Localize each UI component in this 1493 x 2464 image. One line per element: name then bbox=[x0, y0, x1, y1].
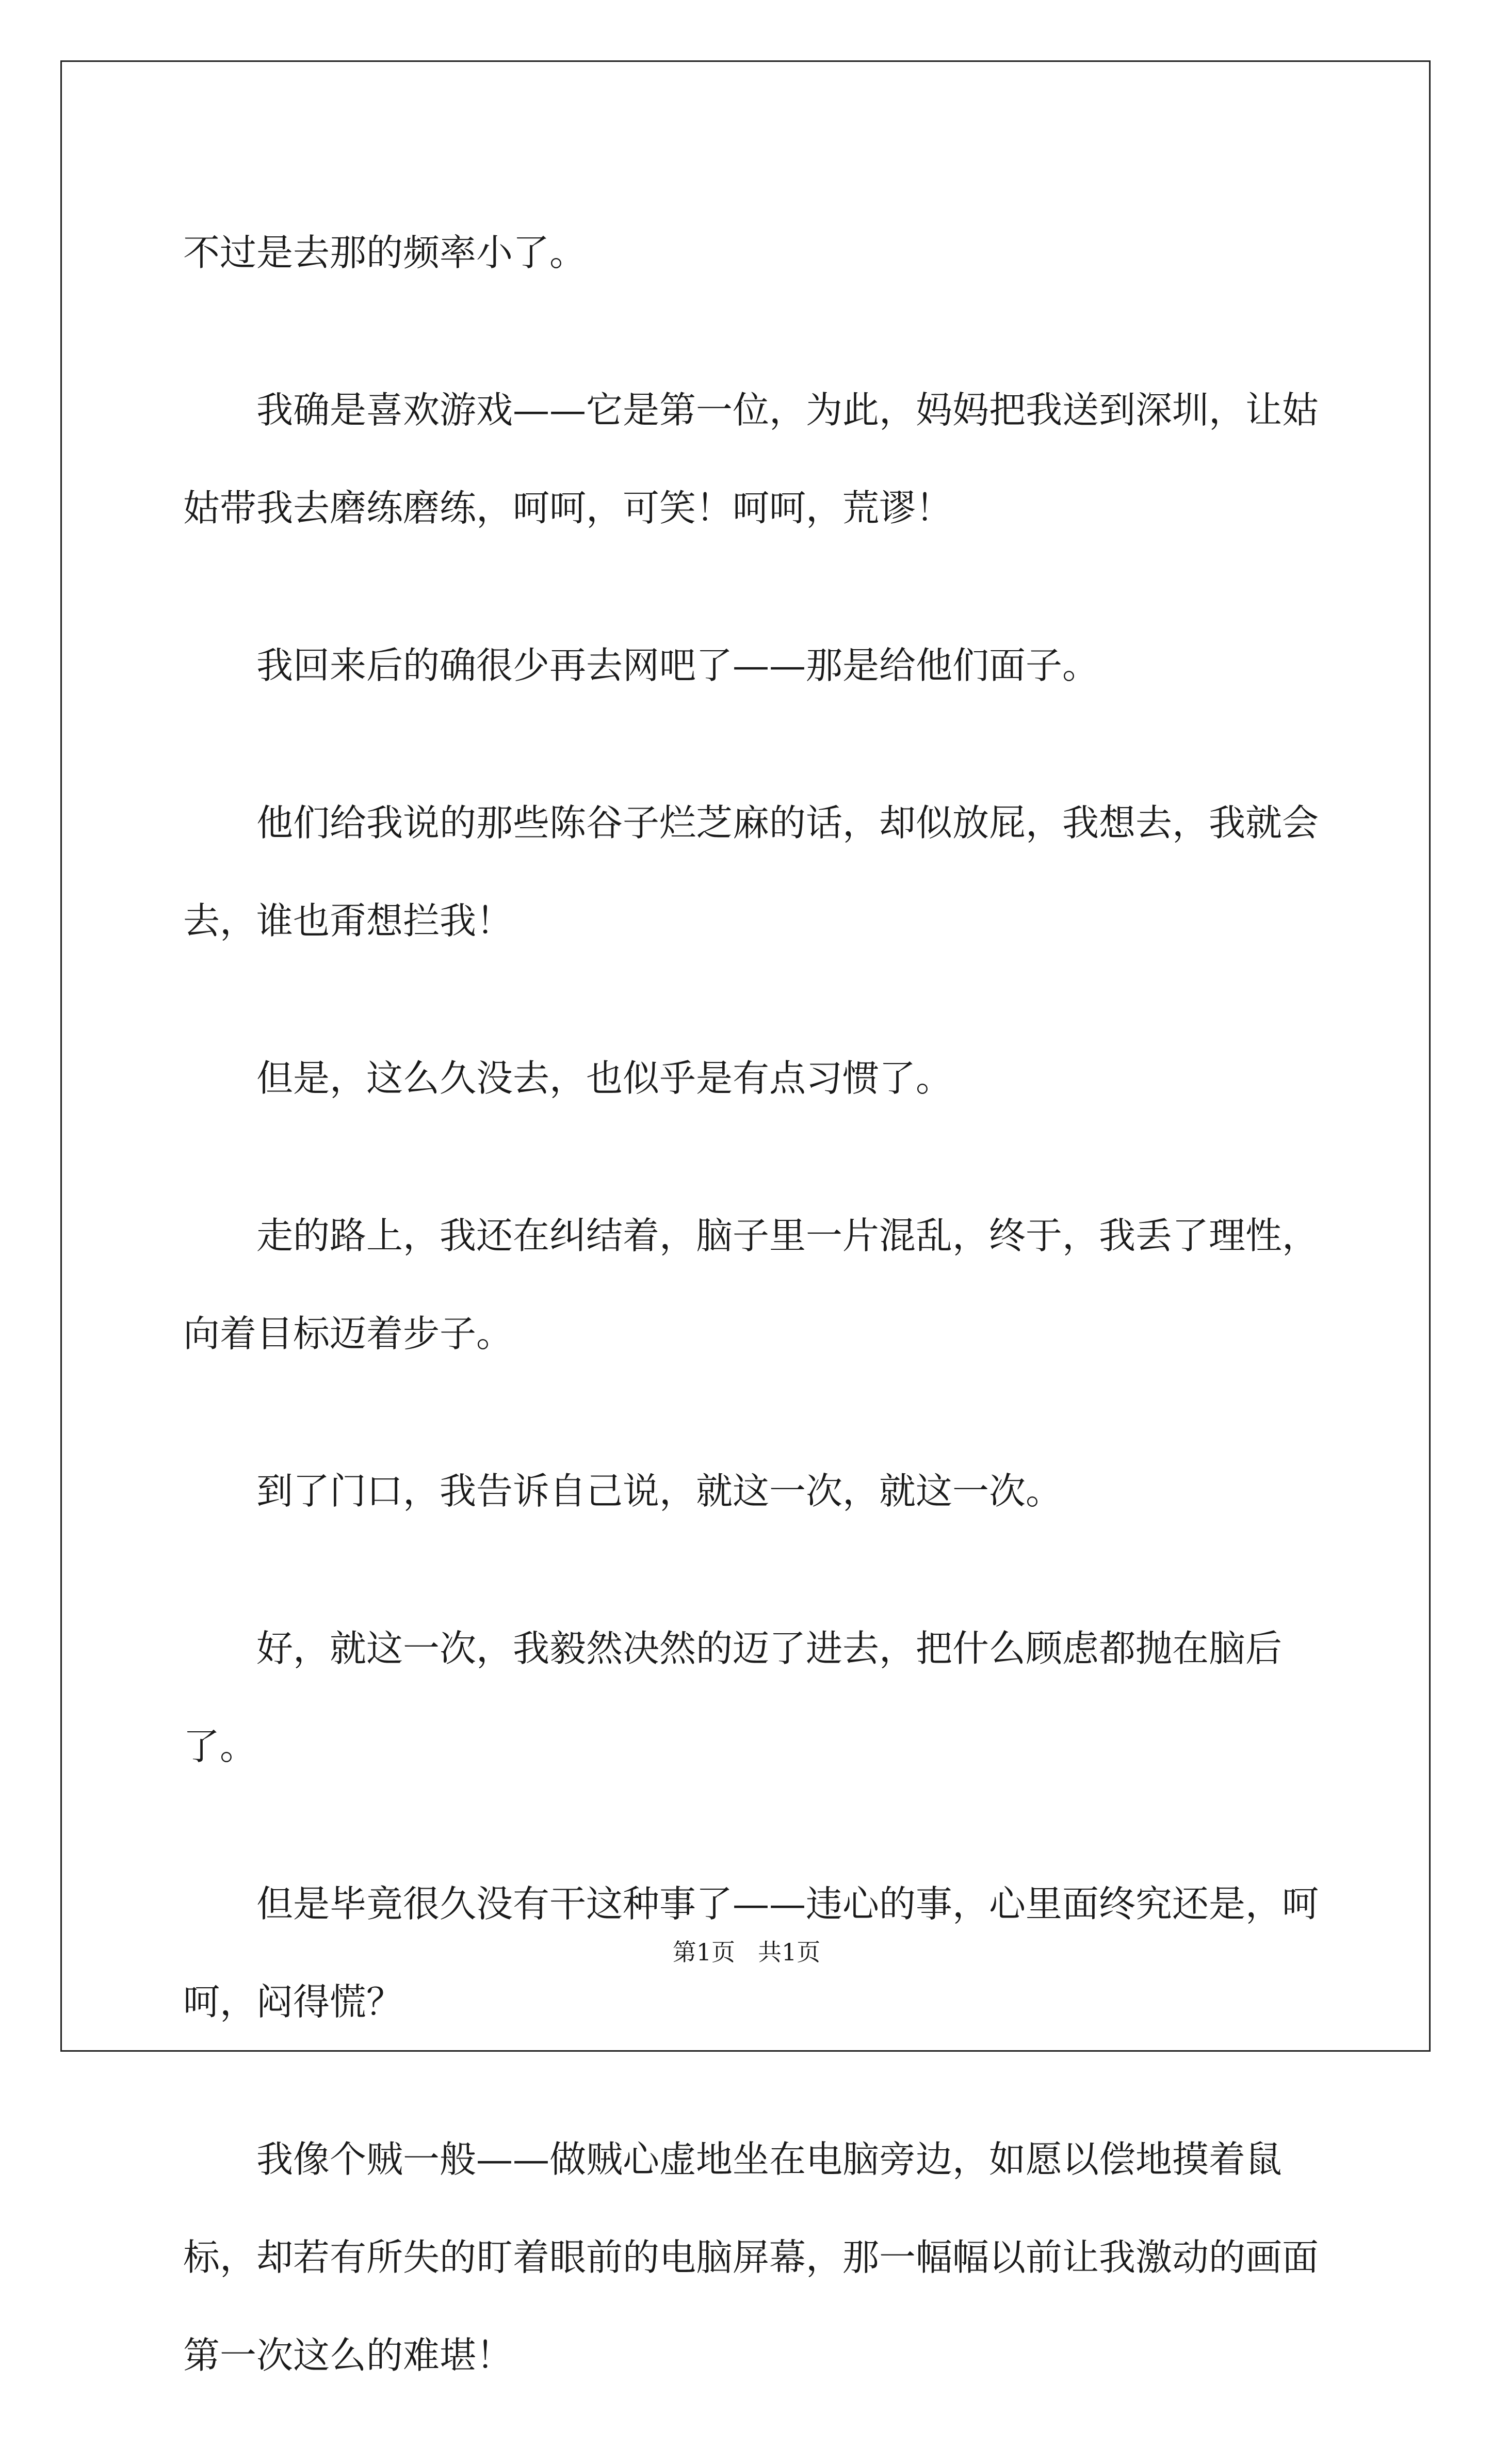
footer-gap bbox=[735, 1938, 758, 1966]
paragraph-2: 我确是喜欢游戏——它是第一位，为此，妈妈把我送到深圳，让姑姑带我去磨练磨练，呵呵，可笑！呵呵，荒谬！ bbox=[183, 389, 1319, 529]
paragraph-8: 好，就这一次，我毅然决然的迈了进去，把什么顾虑都抛在脑后了。 bbox=[183, 1627, 1283, 1768]
paragraph-7: 到了门口，我告诉自己说，就这一次，就这一次。 bbox=[256, 1470, 1063, 1512]
page-footer bbox=[0, 1934, 1493, 1968]
page-number: 第1页 bbox=[672, 1938, 736, 1966]
paragraph-3: 我回来后的确很少再去网吧了——那是给他们面子。 bbox=[256, 644, 1099, 687]
paragraph-9: 但是毕竟很久没有干这种事了——违心的事，心里面终究还是，呵呵，闷得慌？ bbox=[183, 1882, 1319, 2023]
paragraph-10: 我像个贼一般——做贼心虚地坐在电脑旁边，如愿以偿地摸着鼠标，却若有所失的盯着眼前的电脑屏幕，那一幅幅以前让我激动的画面第一次这么的难堪！ bbox=[183, 2138, 1319, 2377]
paragraph-4: 他们给我说的那些陈谷子烂芝麻的话，却似放屁，我想去，我就会去，谁也甭想拦我！ bbox=[183, 801, 1319, 942]
paragraph-5: 但是，这么久没去，也似乎是有点习惯了。 bbox=[256, 1057, 953, 1100]
paragraph-6: 走的路上，我还在纠结着，脑子里一片混乱，终于，我丢了理性，向着目标迈着步子。 bbox=[183, 1214, 1319, 1355]
page-total: 共1页 bbox=[757, 1938, 821, 1966]
document-body bbox=[183, 204, 1334, 2464]
paragraph-1: 不过是去那的频率小了。 bbox=[183, 231, 587, 274]
